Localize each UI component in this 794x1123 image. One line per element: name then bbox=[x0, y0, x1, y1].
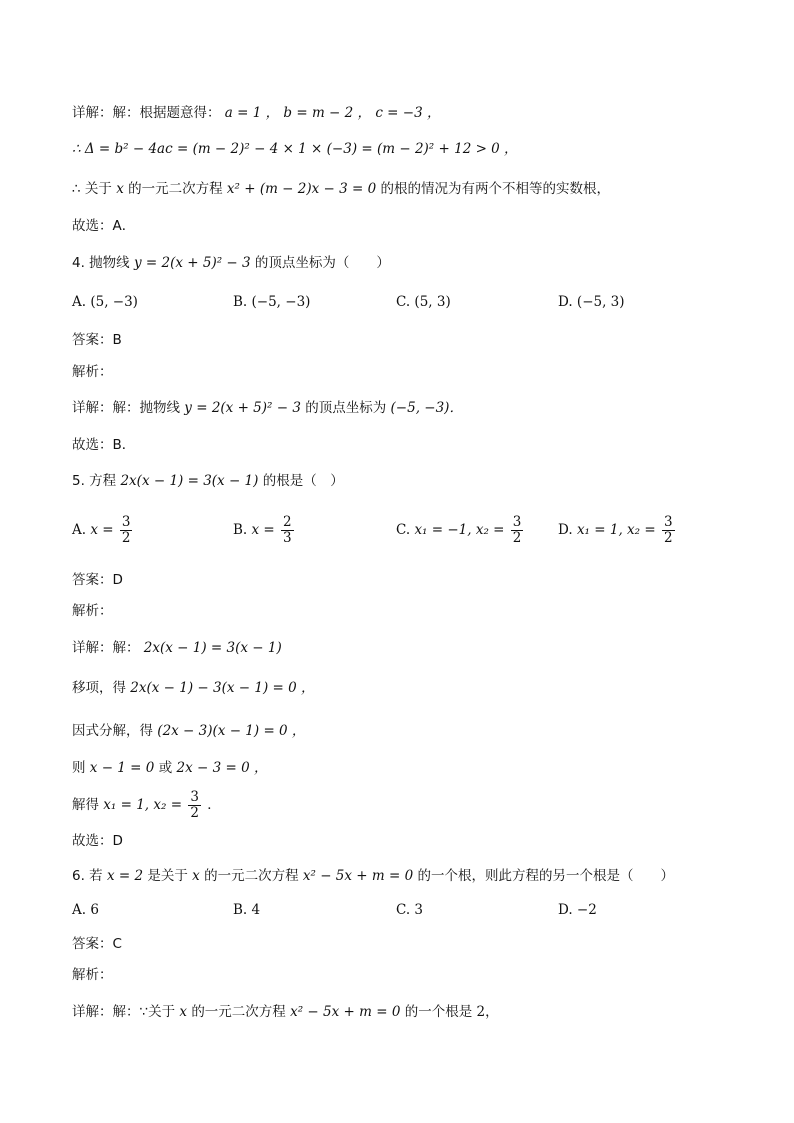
prev-solution-discriminant bbox=[72, 139, 754, 159]
q4-detail-vertex: (−5, −3)． bbox=[390, 400, 463, 416]
q4-choice: 故选：B． bbox=[72, 437, 136, 453]
q5-step-5-label: 解得 bbox=[72, 797, 99, 813]
q4-option-c: C. (5, 3) bbox=[396, 294, 451, 310]
q4-stem-prefix: 4. 抛物线 bbox=[72, 255, 130, 271]
q5-option-d-lhs: x₁ = 1, x₂ = bbox=[576, 522, 656, 538]
q4-answer: 答案：B bbox=[72, 332, 122, 348]
q4-stem bbox=[72, 253, 754, 273]
q6-detail-suffix: 的一个根是 bbox=[404, 1004, 473, 1020]
q5-option-b-lhs: x = bbox=[251, 522, 275, 538]
q5-stem-prefix: 5. 方程 bbox=[72, 473, 117, 489]
q5-answer: 答案：D bbox=[72, 572, 123, 588]
q6-detail-prefix: 详解：解：∵关于 bbox=[72, 1004, 176, 1020]
conclusion-prefix: ∴ 关于 bbox=[72, 181, 112, 197]
q5-option-b-fraction: $\frac{2}{3}$ bbox=[283, 514, 292, 546]
q5-step-1-label: 详解：解： bbox=[72, 640, 140, 656]
q6-detail-mid: 的一元二次方程 bbox=[191, 1004, 286, 1020]
q5-step-4-equation-1: x − 1 = 0 bbox=[89, 760, 155, 776]
q6-stem-prefix: 6. 若 bbox=[72, 868, 103, 884]
prev-solution-conclusion bbox=[72, 179, 754, 199]
q5-option-c-fraction: $\frac{3}{2}$ bbox=[512, 514, 522, 546]
q5-option-a bbox=[72, 515, 134, 546]
q5-step-4-label: 则 bbox=[72, 760, 86, 776]
q5-stem-suffix: 的根是（ ） bbox=[262, 473, 344, 489]
conclusion-variable: x bbox=[116, 181, 124, 197]
q5-step-3-equation: (2x − 3)(x − 1) = 0 ， bbox=[157, 723, 306, 739]
q5-step-4 bbox=[72, 758, 754, 778]
q6-option-a: A. 6 bbox=[72, 902, 99, 918]
q5-analysis-label: 解析： bbox=[72, 603, 113, 619]
q6-option-d: D. −2 bbox=[558, 902, 597, 918]
q4-detail-mid: 的顶点坐标为 bbox=[305, 400, 387, 416]
q4-option-a: A. (5, −3) bbox=[72, 294, 138, 310]
q4-analysis-label: 解析： bbox=[72, 364, 113, 380]
q5-option-c bbox=[396, 515, 525, 546]
discriminant-expression: ∴ Δ = b² − 4ac = (m − 2)² − 4 × 1 × (−3) = (m − 2)² + 12 > 0 ， bbox=[72, 141, 518, 157]
q5-step-5-end: ． bbox=[207, 797, 221, 813]
q5-step-5-fraction: $\frac{3}{2}$ bbox=[190, 789, 199, 821]
q5-option-c-lhs: x₁ = −1, x₂ = bbox=[414, 522, 505, 538]
q6-detail-equation: x² − 5x + m = 0 bbox=[290, 1004, 401, 1020]
q6-stem-variable: x bbox=[192, 868, 200, 884]
q5-option-b bbox=[233, 515, 296, 546]
q6-answer: 答案：C bbox=[72, 936, 122, 952]
q5-option-c-label: C. bbox=[396, 522, 411, 538]
q5-choice: 故选：D bbox=[72, 833, 123, 849]
q5-option-d-fraction: $\frac{3}{2}$ bbox=[663, 514, 673, 546]
q5-step-2-equation: 2x(x − 1) − 3(x − 1) = 0 ， bbox=[130, 680, 315, 696]
q5-option-a-fraction: $\frac{3}{2}$ bbox=[121, 514, 131, 546]
q5-step-5-lhs: x₁ = 1, x₂ = bbox=[103, 797, 183, 813]
conclusion-suffix: 的根的情况为有两个不相等的实数根， bbox=[380, 181, 611, 197]
q4-option-b: B. (−5, −3) bbox=[233, 294, 311, 310]
q6-analysis-label: 解析： bbox=[72, 967, 113, 983]
q6-detail-variable: x bbox=[179, 1004, 188, 1020]
conclusion-equation: x² + (m − 2)x − 3 = 0 bbox=[226, 181, 377, 197]
q6-stem-mid-2: 的一元二次方程 bbox=[204, 868, 299, 884]
q5-step-1 bbox=[72, 638, 754, 658]
q6-stem-mid-1: 是关于 bbox=[147, 868, 188, 884]
q5-step-4-or: 或 bbox=[158, 760, 173, 776]
q6-detail-root: 2， bbox=[476, 1004, 499, 1020]
q5-option-b-label: B. bbox=[233, 522, 248, 538]
q4-stem-equation: y = 2(x + 5)² − 3 bbox=[133, 255, 251, 271]
q5-step-1-equation: 2x(x − 1) = 3(x − 1) bbox=[143, 640, 282, 656]
q5-step-3 bbox=[72, 721, 754, 741]
q4-detail-prefix: 详解：解：抛物线 bbox=[72, 400, 180, 416]
prev-solution-line-1 bbox=[72, 103, 754, 123]
q6-option-b: B. 4 bbox=[233, 902, 261, 918]
prev-solution-label: 详解：解：根据题意得： bbox=[72, 105, 221, 121]
q6-option-c: C. 3 bbox=[396, 902, 424, 918]
q4-detail-equation: y = 2(x + 5)² − 3 bbox=[184, 400, 301, 416]
q6-stem-suffix: 的一个根，则此方程的另一个根是（ ） bbox=[417, 868, 674, 884]
q5-option-a-lhs: x = bbox=[90, 522, 114, 538]
q5-stem-equation: 2x(x − 1) = 3(x − 1) bbox=[120, 473, 259, 489]
q5-step-2-label: 移项，得 bbox=[72, 680, 126, 696]
q5-step-3-label: 因式分解，得 bbox=[72, 723, 153, 739]
q6-stem-equation-1: x = 2 bbox=[106, 868, 144, 884]
q4-detail bbox=[72, 398, 754, 418]
q5-step-4-equation-2: 2x − 3 = 0 ， bbox=[176, 760, 268, 776]
q5-option-d-label: D. bbox=[558, 522, 573, 538]
prev-solution-choice: 故选：A． bbox=[72, 218, 136, 234]
q5-step-5 bbox=[72, 788, 754, 822]
q5-step-2 bbox=[72, 678, 754, 698]
q5-option-a-label: A. bbox=[72, 522, 87, 538]
q6-stem bbox=[72, 866, 754, 886]
q4-stem-suffix: 的顶点坐标为（ ） bbox=[254, 255, 390, 271]
q5-option-d bbox=[558, 515, 677, 546]
conclusion-mid: 的一元二次方程 bbox=[128, 181, 223, 197]
q4-option-d: D. (−5, 3) bbox=[558, 294, 625, 310]
q6-detail bbox=[72, 1002, 754, 1022]
q5-stem bbox=[72, 471, 754, 491]
q6-stem-equation-2: x² − 5x + m = 0 bbox=[302, 868, 414, 884]
prev-solution-coefficients: a = 1 ， b = m − 2 ， c = −3 ， bbox=[224, 105, 441, 121]
